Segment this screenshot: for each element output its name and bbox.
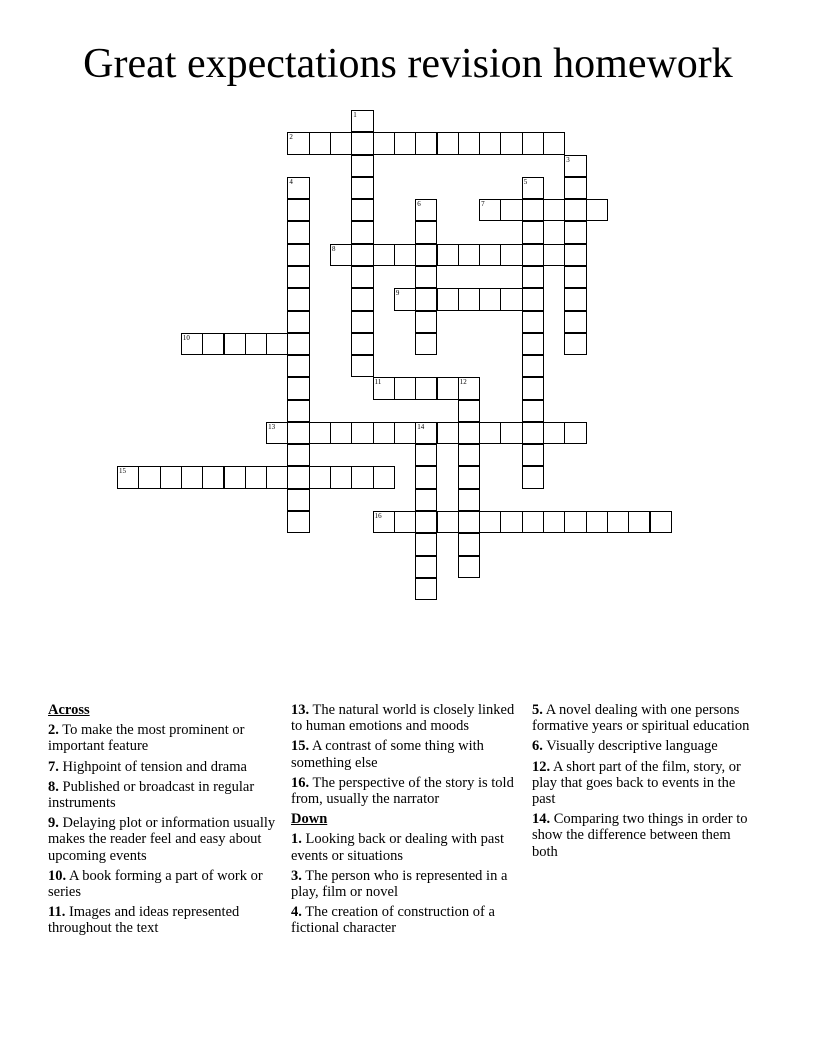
clue-number: 9. <box>48 815 59 832</box>
grid-cell[interactable] <box>543 511 565 533</box>
clues-column-3 <box>532 702 752 864</box>
clue-number-label: 5 <box>523 177 528 186</box>
grid-cell[interactable] <box>287 377 309 399</box>
grid-cell[interactable] <box>500 288 522 310</box>
clue-across-15 <box>291 738 527 770</box>
clue-text: A short part of the film, story, or play that goes back to events in the past <box>532 758 741 808</box>
grid-cell[interactable] <box>415 221 437 243</box>
clue-text: Published or broadcast in regular instruments <box>48 778 255 812</box>
grid-cell[interactable] <box>287 355 309 377</box>
clue-number: 7. <box>48 758 59 775</box>
clue-down-14 <box>532 811 752 860</box>
grid-cell[interactable] <box>287 288 309 310</box>
grid-cell[interactable] <box>437 132 459 154</box>
grid-cell[interactable] <box>458 377 480 399</box>
grid-cell[interactable] <box>351 155 373 177</box>
grid-cell[interactable] <box>543 199 565 221</box>
grid-cell[interactable] <box>287 244 309 266</box>
grid-cell[interactable] <box>500 199 522 221</box>
grid-cell[interactable] <box>415 511 437 533</box>
grid-cell[interactable] <box>479 422 501 444</box>
grid-cell[interactable] <box>138 466 160 488</box>
grid-cell[interactable] <box>351 466 373 488</box>
grid-cell[interactable] <box>437 422 459 444</box>
grid-cell[interactable] <box>373 132 395 154</box>
grid-cell[interactable] <box>522 511 544 533</box>
grid-cell[interactable] <box>309 466 331 488</box>
grid-cell[interactable] <box>458 288 480 310</box>
grid-cell[interactable] <box>351 132 373 154</box>
clue-text: A book forming a part of work or series <box>48 867 263 901</box>
clue-text: Images and ideas represented throughout the text <box>48 904 240 937</box>
grid-cell[interactable] <box>500 511 522 533</box>
clue-text: Delaying plot or information usually makes the reader feel and easy about upcoming events <box>48 815 276 864</box>
grid-cell[interactable] <box>522 311 544 333</box>
clue-text: The natural world is closely linked to human emotions and moods <box>291 702 515 735</box>
clue-number-label: 4 <box>289 177 293 186</box>
grid-cell[interactable] <box>351 355 373 377</box>
grid-cell[interactable] <box>415 311 437 333</box>
grid-cell[interactable] <box>394 511 416 533</box>
grid-cell[interactable] <box>415 578 437 600</box>
grid-cell[interactable] <box>287 511 309 533</box>
grid-cell[interactable] <box>287 489 309 511</box>
grid-cell[interactable] <box>437 377 459 399</box>
clue-across-2 <box>48 722 276 754</box>
clue-text: Highpoint of tension and drama <box>62 758 247 775</box>
grid-cell[interactable] <box>500 132 522 154</box>
grid-cell[interactable] <box>500 244 522 266</box>
grid-cell[interactable] <box>522 377 544 399</box>
clue-across-8 <box>48 779 276 811</box>
grid-cell[interactable] <box>266 422 288 444</box>
grid-cell[interactable] <box>287 422 309 444</box>
clue-number: 1. <box>291 831 302 848</box>
grid-cell[interactable] <box>564 221 586 243</box>
grid-cell[interactable] <box>309 422 331 444</box>
grid-cell[interactable] <box>330 466 352 488</box>
grid-cell[interactable] <box>458 489 480 511</box>
grid-cell[interactable] <box>202 333 224 355</box>
clue-text: The creation of construction of a fictional character <box>291 904 495 937</box>
grid-cell[interactable] <box>522 221 544 243</box>
grid-cell[interactable] <box>415 244 437 266</box>
clues-column-1 <box>48 702 276 941</box>
grid-cell[interactable] <box>266 466 288 488</box>
grid-cell[interactable] <box>437 244 459 266</box>
clue-down-6 <box>532 738 752 754</box>
grid-cell[interactable] <box>373 466 395 488</box>
grid-cell[interactable] <box>415 132 437 154</box>
grid-cell[interactable] <box>479 244 501 266</box>
grid-cell[interactable] <box>394 377 416 399</box>
clue-number-label: 9 <box>395 289 400 298</box>
grid-cell[interactable] <box>266 333 288 355</box>
grid-cell[interactable] <box>351 244 373 266</box>
clue-number: 8. <box>48 778 59 795</box>
grid-cell[interactable] <box>564 199 586 221</box>
grid-cell[interactable] <box>458 466 480 488</box>
grid-cell[interactable] <box>500 422 522 444</box>
clue-across-11 <box>48 904 276 936</box>
grid-cell[interactable] <box>245 333 267 355</box>
grid-cell[interactable] <box>373 511 395 533</box>
clue-number-label: 2 <box>289 133 293 142</box>
grid-cell[interactable] <box>160 466 182 488</box>
clue-across-13 <box>291 702 527 734</box>
grid-cell[interactable] <box>415 377 437 399</box>
clue-text: To make the most prominent or important feature <box>48 722 245 755</box>
clue-number: 14. <box>532 811 551 828</box>
grid-cell[interactable] <box>394 244 416 266</box>
grid-cell[interactable] <box>437 511 459 533</box>
grid-cell[interactable] <box>415 444 437 466</box>
grid-cell[interactable] <box>351 110 373 132</box>
clue-number: 4. <box>291 904 302 921</box>
clue-text: Visually descriptive language <box>546 738 718 755</box>
clue-down-5 <box>532 702 752 734</box>
grid-cell[interactable] <box>245 466 267 488</box>
grid-cell[interactable] <box>564 333 586 355</box>
clue-text: A contrast of some thing with something else <box>291 738 484 771</box>
clue-text: The perspective of the story is told from, usually the narrator <box>291 774 514 808</box>
grid-cell[interactable] <box>415 489 437 511</box>
clue-number-label: 3 <box>566 155 570 164</box>
grid-cell[interactable] <box>458 422 480 444</box>
clue-number: 15. <box>291 738 310 755</box>
grid-cell[interactable] <box>458 132 480 154</box>
clue-across-10 <box>48 868 276 900</box>
grid-cell[interactable] <box>394 422 416 444</box>
clue-number: 3. <box>291 867 302 884</box>
grid-cell[interactable] <box>415 199 437 221</box>
clue-number: 11. <box>48 904 66 921</box>
grid-cell[interactable] <box>309 132 331 154</box>
grid-cell[interactable] <box>330 132 352 154</box>
grid-cell[interactable] <box>564 244 586 266</box>
grid-cell[interactable] <box>458 400 480 422</box>
grid-cell[interactable] <box>522 400 544 422</box>
down-heading: Down <box>291 811 328 828</box>
grid-cell[interactable] <box>522 466 544 488</box>
grid-cell[interactable] <box>458 533 480 555</box>
grid-cell[interactable] <box>224 333 246 355</box>
grid-cell[interactable] <box>330 244 352 266</box>
grid-cell[interactable] <box>287 311 309 333</box>
grid-cell[interactable] <box>564 177 586 199</box>
clue-down-1 <box>291 831 527 863</box>
grid-cell[interactable] <box>479 288 501 310</box>
clue-number-label: 15 <box>119 467 126 476</box>
grid-cell[interactable] <box>458 244 480 266</box>
grid-cell[interactable] <box>394 132 416 154</box>
grid-cell[interactable] <box>522 199 544 221</box>
clue-down-4 <box>291 904 527 936</box>
clue-down-3 <box>291 868 527 900</box>
grid-cell[interactable] <box>522 444 544 466</box>
grid-cell[interactable] <box>522 422 544 444</box>
grid-cell[interactable] <box>415 422 437 444</box>
clue-number-label: 10 <box>182 333 190 342</box>
grid-cell[interactable] <box>287 466 309 488</box>
grid-cell[interactable] <box>415 333 437 355</box>
grid-cell[interactable] <box>224 466 246 488</box>
grid-cell[interactable] <box>564 288 586 310</box>
grid-cell[interactable] <box>287 333 309 355</box>
grid-cell[interactable] <box>607 511 629 533</box>
grid-cell[interactable] <box>522 288 544 310</box>
grid-cell[interactable] <box>287 400 309 422</box>
clue-text: Looking back or dealing with past events or situations <box>291 831 505 864</box>
clue-number-label: 6 <box>417 200 421 209</box>
grid-cell[interactable] <box>586 199 608 221</box>
grid-cell[interactable] <box>522 177 544 199</box>
grid-cell[interactable] <box>351 311 373 333</box>
grid-cell[interactable] <box>287 132 309 154</box>
grid-cell[interactable] <box>351 199 373 221</box>
clue-across-9 <box>48 815 276 864</box>
grid-cell[interactable] <box>351 266 373 288</box>
grid-cell[interactable] <box>564 266 586 288</box>
grid-cell[interactable] <box>458 556 480 578</box>
clue-across-16 <box>291 775 527 807</box>
clue-number: 2. <box>48 722 59 739</box>
grid-cell[interactable] <box>202 466 224 488</box>
grid-cell[interactable] <box>650 511 672 533</box>
grid-cell[interactable] <box>564 511 586 533</box>
across-heading: Across <box>48 702 90 718</box>
grid-cell[interactable] <box>181 466 203 488</box>
grid-cell[interactable] <box>564 422 586 444</box>
clue-number-label: 14 <box>417 422 425 431</box>
clue-number: 6. <box>532 738 543 755</box>
grid-cell[interactable] <box>287 444 309 466</box>
grid-cell[interactable] <box>586 511 608 533</box>
grid-cell[interactable] <box>351 422 373 444</box>
clue-text: A novel dealing with one persons formative years or spiritual education <box>532 702 750 735</box>
grid-cell[interactable] <box>522 333 544 355</box>
grid-cell[interactable] <box>415 288 437 310</box>
clue-down-12 <box>532 759 752 808</box>
grid-cell[interactable] <box>415 266 437 288</box>
grid-cell[interactable] <box>415 533 437 555</box>
grid-cell[interactable] <box>458 444 480 466</box>
grid-cell[interactable] <box>287 221 309 243</box>
clue-number-label: 1 <box>353 111 357 119</box>
clue-number: 16. <box>291 774 310 791</box>
clue-number: 13. <box>291 702 310 718</box>
grid-cell[interactable] <box>394 288 416 310</box>
grid-cell[interactable] <box>351 288 373 310</box>
grid-cell[interactable] <box>628 511 650 533</box>
clues-column-2 <box>291 702 527 941</box>
grid-cell[interactable] <box>479 199 501 221</box>
clue-across-7 <box>48 759 276 775</box>
grid-cell[interactable] <box>522 244 544 266</box>
grid-cell[interactable] <box>564 311 586 333</box>
page-title: Great expectations revision homework <box>83 41 733 87</box>
grid-cell[interactable] <box>351 333 373 355</box>
grid-cell[interactable] <box>373 244 395 266</box>
clue-number-label: 12 <box>459 378 467 387</box>
grid-cell[interactable] <box>287 266 309 288</box>
grid-cell[interactable] <box>522 266 544 288</box>
grid-cell[interactable] <box>522 355 544 377</box>
grid-cell[interactable] <box>543 132 565 154</box>
grid-cell[interactable] <box>373 377 395 399</box>
clue-number-label: 8 <box>332 244 336 253</box>
grid-cell[interactable] <box>287 199 309 221</box>
grid-cell[interactable] <box>415 466 437 488</box>
grid-cell[interactable] <box>373 422 395 444</box>
grid-cell[interactable] <box>287 177 309 199</box>
clue-number-label: 13 <box>268 422 276 431</box>
clue-number-label: 7 <box>481 200 485 209</box>
clue-number-label: 11 <box>374 378 382 387</box>
clue-text: Comparing two things in order to show the difference between them both <box>532 811 748 860</box>
grid-cell[interactable] <box>415 556 437 578</box>
grid-cell[interactable] <box>522 132 544 154</box>
clue-number-label: 16 <box>374 512 382 521</box>
grid-cell[interactable] <box>351 177 373 199</box>
grid-cell[interactable] <box>330 422 352 444</box>
grid-cell[interactable] <box>117 466 139 488</box>
clue-number: 5. <box>532 702 543 718</box>
grid-cell[interactable] <box>543 422 565 444</box>
grid-cell[interactable] <box>437 288 459 310</box>
clue-text: The person who is represented in a play, film or novel <box>291 867 508 901</box>
grid-cell[interactable] <box>543 244 565 266</box>
grid-cell[interactable] <box>181 333 203 355</box>
clue-number: 12. <box>532 758 551 775</box>
grid-cell[interactable] <box>351 221 373 243</box>
clue-number: 10. <box>48 867 67 884</box>
grid-cell[interactable] <box>564 155 586 177</box>
grid-cell[interactable] <box>479 511 501 533</box>
grid-cell[interactable] <box>458 511 480 533</box>
grid-cell[interactable] <box>479 132 501 154</box>
